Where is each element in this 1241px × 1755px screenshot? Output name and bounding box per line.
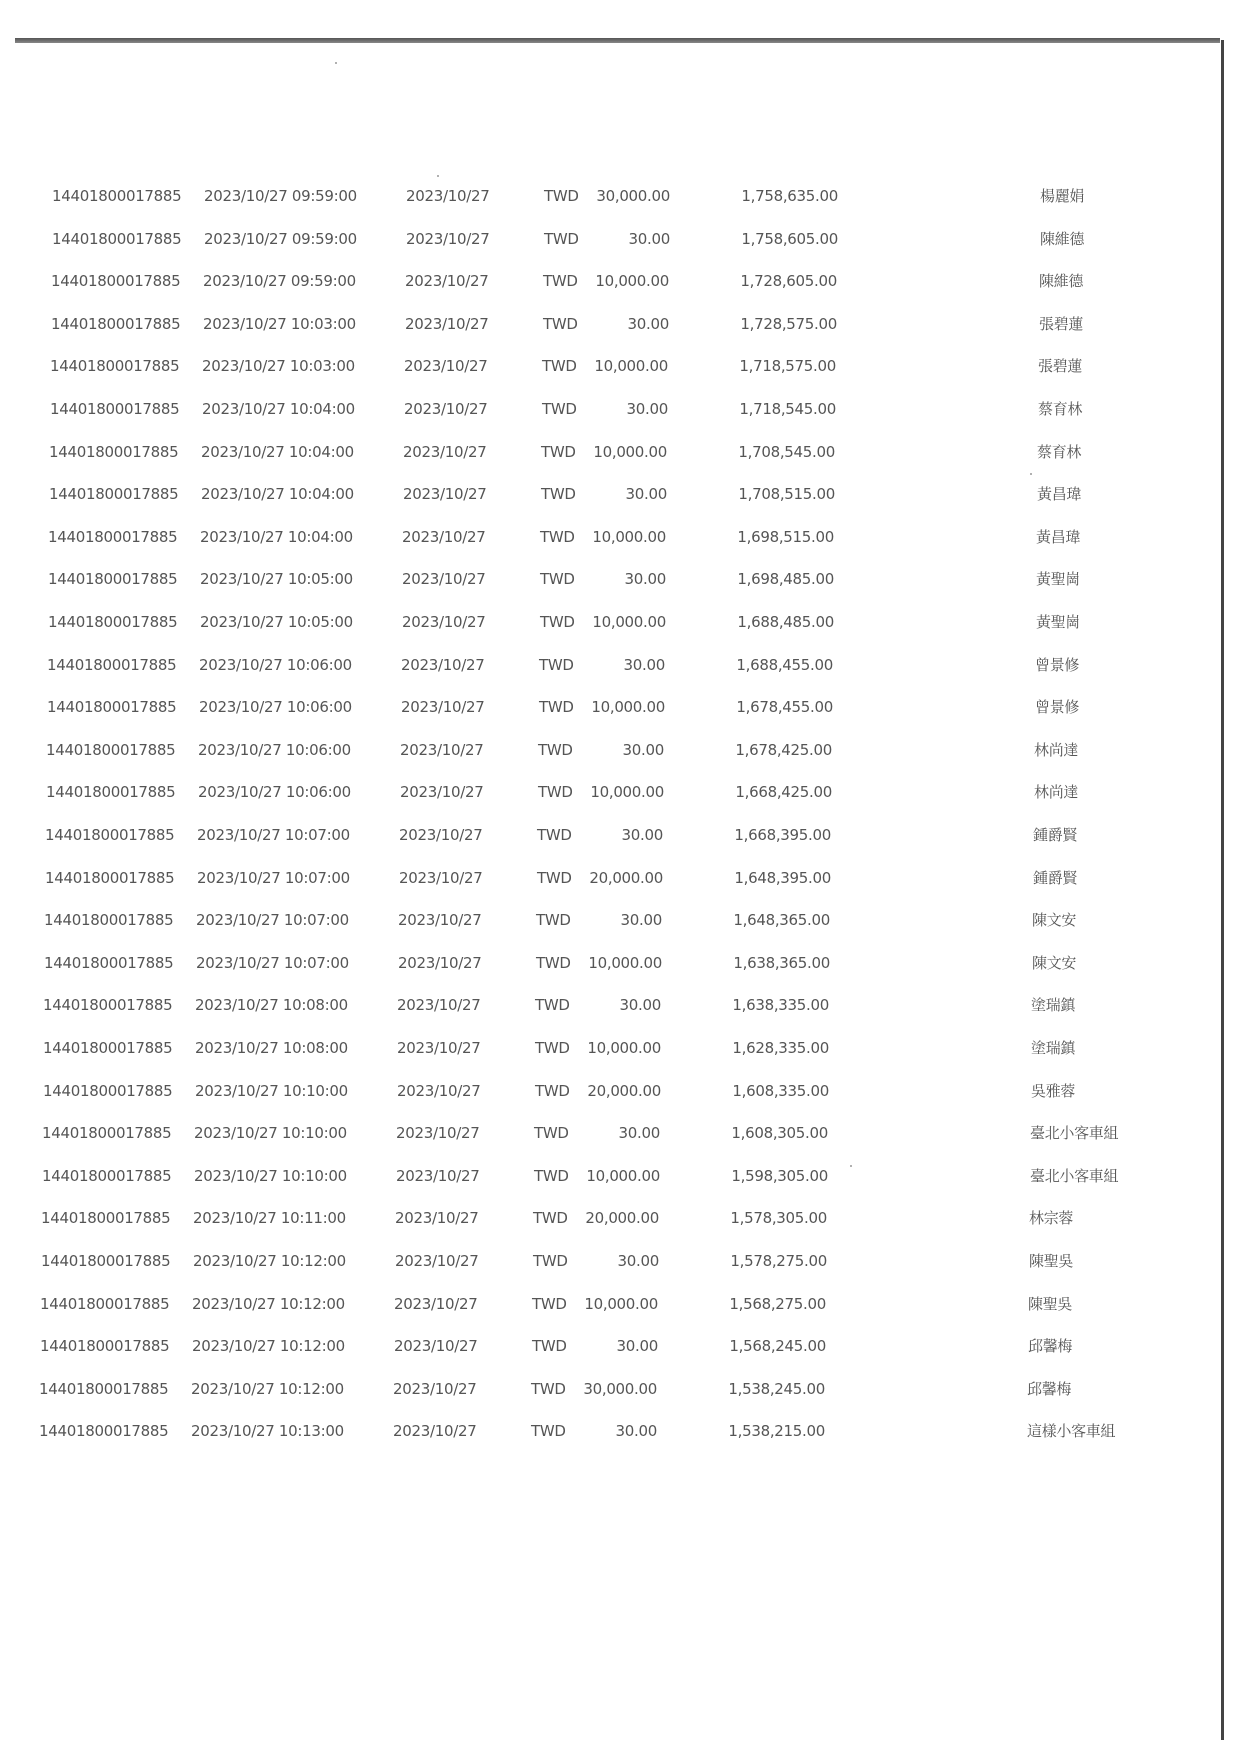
amount-cell: 30.00 (620, 911, 662, 929)
transaction-datetime-cell: 2023/10/27 10:11:00 (193, 1209, 346, 1227)
amount-cell: 20,000.00 (589, 869, 663, 887)
amount-cell: 10,000.00 (588, 954, 662, 972)
currency-cell: TWD (534, 1167, 569, 1185)
table-row (0, 858, 1234, 898)
amount-cell: 30.00 (616, 1337, 658, 1355)
amount-cell: 10,000.00 (594, 357, 668, 375)
table-row (0, 1028, 1232, 1068)
table-row (0, 1369, 1228, 1409)
value-date-cell: 2023/10/27 (393, 1380, 477, 1398)
currency-cell: TWD (535, 1082, 570, 1100)
currency-cell: TWD (538, 741, 573, 759)
balance-cell: 1,578,275.00 (730, 1252, 827, 1270)
table-row (0, 1284, 1229, 1324)
value-date-cell: 2023/10/27 (400, 783, 484, 801)
currency-cell: TWD (543, 272, 578, 290)
account-number-cell: 14401800017885 (44, 954, 174, 972)
account-number-cell: 14401800017885 (41, 1252, 171, 1270)
table-row (0, 389, 1239, 429)
payee-name-cell: 張碧蓮 (1039, 315, 1084, 333)
table-row (0, 346, 1239, 386)
transaction-datetime-cell: 2023/10/27 10:07:00 (197, 869, 350, 887)
table-row (0, 602, 1237, 642)
table-row (0, 815, 1234, 855)
account-number-cell: 14401800017885 (48, 613, 178, 631)
account-number-cell: 14401800017885 (47, 698, 177, 716)
amount-cell: 30.00 (623, 656, 665, 674)
value-date-cell: 2023/10/27 (393, 1422, 477, 1440)
transaction-datetime-cell: 2023/10/27 09:59:00 (204, 230, 357, 248)
balance-cell: 1,708,545.00 (738, 443, 835, 461)
table-row (0, 730, 1235, 770)
currency-cell: TWD (541, 485, 576, 503)
payee-name-cell: 林宗蓉 (1029, 1209, 1074, 1227)
currency-cell: TWD (536, 954, 571, 972)
amount-cell: 10,000.00 (590, 783, 664, 801)
balance-cell: 1,668,395.00 (734, 826, 831, 844)
table-row (0, 261, 1240, 301)
amount-cell: 20,000.00 (585, 1209, 659, 1227)
table-row (0, 474, 1238, 514)
value-date-cell: 2023/10/27 (394, 1295, 478, 1313)
currency-cell: TWD (540, 570, 575, 588)
balance-cell: 1,568,275.00 (729, 1295, 826, 1313)
amount-cell: 10,000.00 (592, 613, 666, 631)
transaction-datetime-cell: 2023/10/27 10:07:00 (196, 954, 349, 972)
value-date-cell: 2023/10/27 (396, 1167, 480, 1185)
value-date-cell: 2023/10/27 (399, 869, 483, 887)
balance-cell: 1,708,515.00 (738, 485, 835, 503)
balance-cell: 1,698,485.00 (737, 570, 834, 588)
account-number-cell: 14401800017885 (39, 1422, 169, 1440)
value-date-cell: 2023/10/27 (395, 1252, 479, 1270)
payee-name-cell: 陳文安 (1032, 911, 1077, 929)
balance-cell: 1,718,575.00 (739, 357, 836, 375)
table-row (0, 943, 1233, 983)
table-row (0, 1411, 1228, 1451)
balance-cell: 1,688,485.00 (737, 613, 834, 631)
balance-cell: 1,608,335.00 (732, 1082, 829, 1100)
payee-name-cell: 邱馨梅 (1027, 1380, 1072, 1398)
currency-cell: TWD (542, 357, 577, 375)
balance-cell: 1,538,215.00 (728, 1422, 825, 1440)
currency-cell: TWD (544, 230, 579, 248)
amount-cell: 10,000.00 (593, 443, 667, 461)
value-date-cell: 2023/10/27 (401, 698, 485, 716)
balance-cell: 1,648,365.00 (733, 911, 830, 929)
payee-name-cell: 臺北小客車組 (1030, 1124, 1119, 1142)
transaction-datetime-cell: 2023/10/27 10:03:00 (202, 357, 355, 375)
account-number-cell: 14401800017885 (49, 443, 179, 461)
currency-cell: TWD (543, 315, 578, 333)
account-number-cell: 14401800017885 (47, 656, 177, 674)
balance-cell: 1,598,305.00 (731, 1167, 828, 1185)
amount-cell: 30.00 (625, 485, 667, 503)
account-number-cell: 14401800017885 (41, 1209, 171, 1227)
payee-name-cell: 塗瑞鎮 (1031, 996, 1076, 1014)
transaction-datetime-cell: 2023/10/27 09:59:00 (204, 187, 357, 205)
balance-cell: 1,648,395.00 (734, 869, 831, 887)
table-row (0, 1241, 1230, 1281)
value-date-cell: 2023/10/27 (402, 528, 486, 546)
amount-cell: 30,000.00 (596, 187, 670, 205)
payee-name-cell: 黃聖崗 (1036, 570, 1081, 588)
payee-name-cell: 蔡育林 (1038, 400, 1083, 418)
balance-cell: 1,608,305.00 (731, 1124, 828, 1142)
balance-cell: 1,728,605.00 (740, 272, 837, 290)
currency-cell: TWD (532, 1337, 567, 1355)
currency-cell: TWD (538, 783, 573, 801)
payee-name-cell: 鍾爵賢 (1033, 826, 1078, 844)
payee-name-cell: 楊麗娟 (1040, 187, 1085, 205)
account-number-cell: 14401800017885 (45, 869, 175, 887)
table-row (0, 1156, 1231, 1196)
amount-cell: 30.00 (624, 570, 666, 588)
amount-cell: 30.00 (617, 1252, 659, 1270)
currency-cell: TWD (532, 1295, 567, 1313)
amount-cell: 30.00 (622, 741, 664, 759)
amount-cell: 10,000.00 (586, 1167, 660, 1185)
account-number-cell: 14401800017885 (43, 996, 173, 1014)
transaction-datetime-cell: 2023/10/27 10:13:00 (191, 1422, 344, 1440)
balance-cell: 1,568,245.00 (729, 1337, 826, 1355)
account-number-cell: 14401800017885 (42, 1167, 172, 1185)
balance-cell: 1,578,305.00 (730, 1209, 827, 1227)
payee-name-cell: 陳文安 (1032, 954, 1077, 972)
account-number-cell: 14401800017885 (49, 485, 179, 503)
table-row (0, 176, 1241, 216)
payee-name-cell: 陳維德 (1039, 272, 1084, 290)
payee-name-cell: 蔡育林 (1037, 443, 1082, 461)
transaction-datetime-cell: 2023/10/27 10:07:00 (197, 826, 350, 844)
transaction-datetime-cell: 2023/10/27 10:12:00 (192, 1337, 345, 1355)
amount-cell: 10,000.00 (591, 698, 665, 716)
balance-cell: 1,628,335.00 (732, 1039, 829, 1057)
payee-name-cell: 塗瑞鎮 (1031, 1039, 1076, 1057)
account-number-cell: 14401800017885 (51, 272, 181, 290)
table-row (0, 219, 1241, 259)
currency-cell: TWD (537, 869, 572, 887)
account-number-cell: 14401800017885 (39, 1380, 169, 1398)
value-date-cell: 2023/10/27 (405, 315, 489, 333)
balance-cell: 1,638,335.00 (732, 996, 829, 1014)
transaction-datetime-cell: 2023/10/27 10:06:00 (199, 656, 352, 674)
transaction-datetime-cell: 2023/10/27 10:05:00 (200, 613, 353, 631)
payee-name-cell: 臺北小客車組 (1030, 1167, 1119, 1185)
currency-cell: TWD (533, 1209, 568, 1227)
value-date-cell: 2023/10/27 (403, 443, 487, 461)
payee-name-cell: 黃昌瑋 (1037, 485, 1082, 503)
account-number-cell: 14401800017885 (48, 528, 178, 546)
balance-cell: 1,668,425.00 (735, 783, 832, 801)
payee-name-cell: 曾景修 (1035, 656, 1080, 674)
balance-cell: 1,688,455.00 (736, 656, 833, 674)
value-date-cell: 2023/10/27 (403, 485, 487, 503)
value-date-cell: 2023/10/27 (406, 230, 490, 248)
transaction-datetime-cell: 2023/10/27 10:04:00 (201, 443, 354, 461)
table-row (0, 559, 1237, 599)
balance-cell: 1,678,455.00 (736, 698, 833, 716)
transaction-datetime-cell: 2023/10/27 10:04:00 (200, 528, 353, 546)
table-row (0, 432, 1238, 472)
balance-cell: 1,758,605.00 (741, 230, 838, 248)
amount-cell: 30.00 (615, 1422, 657, 1440)
value-date-cell: 2023/10/27 (406, 187, 490, 205)
amount-cell: 30.00 (626, 400, 668, 418)
account-number-cell: 14401800017885 (45, 826, 175, 844)
transaction-datetime-cell: 2023/10/27 10:04:00 (202, 400, 355, 418)
amount-cell: 30.00 (619, 996, 661, 1014)
value-date-cell: 2023/10/27 (404, 400, 488, 418)
currency-cell: TWD (541, 443, 576, 461)
account-number-cell: 14401800017885 (52, 187, 182, 205)
account-number-cell: 14401800017885 (50, 357, 180, 375)
transaction-datetime-cell: 2023/10/27 10:12:00 (191, 1380, 344, 1398)
account-number-cell: 14401800017885 (43, 1039, 173, 1057)
table-row (0, 687, 1236, 727)
value-date-cell: 2023/10/27 (405, 272, 489, 290)
currency-cell: TWD (539, 656, 574, 674)
payee-name-cell: 這樣小客車組 (1027, 1422, 1116, 1440)
account-number-cell: 14401800017885 (48, 570, 178, 588)
table-row (0, 1113, 1231, 1153)
table-row (0, 304, 1240, 344)
transaction-datetime-cell: 2023/10/27 10:08:00 (195, 1039, 348, 1057)
payee-name-cell: 陳聖吳 (1028, 1295, 1073, 1313)
account-number-cell: 14401800017885 (46, 741, 176, 759)
currency-cell: TWD (533, 1252, 568, 1270)
table-row (0, 1198, 1230, 1238)
transaction-datetime-cell: 2023/10/27 10:10:00 (194, 1167, 347, 1185)
balance-cell: 1,698,515.00 (737, 528, 834, 546)
currency-cell: TWD (544, 187, 579, 205)
amount-cell: 30,000.00 (583, 1380, 657, 1398)
currency-cell: TWD (531, 1380, 566, 1398)
value-date-cell: 2023/10/27 (396, 1124, 480, 1142)
currency-cell: TWD (535, 1039, 570, 1057)
balance-cell: 1,758,635.00 (741, 187, 838, 205)
table-row (0, 772, 1235, 812)
payee-name-cell: 黃聖崗 (1036, 613, 1081, 631)
transaction-datetime-cell: 2023/10/27 10:12:00 (193, 1252, 346, 1270)
account-number-cell: 14401800017885 (44, 911, 174, 929)
amount-cell: 10,000.00 (587, 1039, 661, 1057)
balance-cell: 1,638,365.00 (733, 954, 830, 972)
table-row (0, 900, 1233, 940)
account-number-cell: 14401800017885 (43, 1082, 173, 1100)
currency-cell: TWD (536, 911, 571, 929)
value-date-cell: 2023/10/27 (398, 911, 482, 929)
transaction-datetime-cell: 2023/10/27 10:05:00 (200, 570, 353, 588)
value-date-cell: 2023/10/27 (400, 741, 484, 759)
value-date-cell: 2023/10/27 (394, 1337, 478, 1355)
payee-name-cell: 林尚達 (1034, 783, 1079, 801)
transaction-datetime-cell: 2023/10/27 10:06:00 (198, 783, 351, 801)
amount-cell: 30.00 (627, 315, 669, 333)
currency-cell: TWD (534, 1124, 569, 1142)
account-number-cell: 14401800017885 (52, 230, 182, 248)
payee-name-cell: 陳聖吳 (1029, 1252, 1074, 1270)
table-row (0, 645, 1236, 685)
balance-cell: 1,678,425.00 (735, 741, 832, 759)
account-number-cell: 14401800017885 (42, 1124, 172, 1142)
transaction-datetime-cell: 2023/10/27 09:59:00 (203, 272, 356, 290)
value-date-cell: 2023/10/27 (404, 357, 488, 375)
balance-cell: 1,718,545.00 (739, 400, 836, 418)
table-row (0, 985, 1232, 1025)
value-date-cell: 2023/10/27 (402, 570, 486, 588)
amount-cell: 30.00 (621, 826, 663, 844)
payee-name-cell: 林尚達 (1034, 741, 1079, 759)
value-date-cell: 2023/10/27 (401, 656, 485, 674)
table-row (0, 517, 1237, 557)
transaction-datetime-cell: 2023/10/27 10:07:00 (196, 911, 349, 929)
transaction-datetime-cell: 2023/10/27 10:10:00 (194, 1124, 347, 1142)
transaction-datetime-cell: 2023/10/27 10:12:00 (192, 1295, 345, 1313)
value-date-cell: 2023/10/27 (395, 1209, 479, 1227)
balance-cell: 1,538,245.00 (728, 1380, 825, 1398)
account-number-cell: 14401800017885 (40, 1337, 170, 1355)
transaction-datetime-cell: 2023/10/27 10:08:00 (195, 996, 348, 1014)
account-number-cell: 14401800017885 (50, 400, 180, 418)
transaction-datetime-cell: 2023/10/27 10:06:00 (199, 698, 352, 716)
currency-cell: TWD (542, 400, 577, 418)
currency-cell: TWD (539, 698, 574, 716)
currency-cell: TWD (540, 613, 575, 631)
amount-cell: 20,000.00 (587, 1082, 661, 1100)
payee-name-cell: 曾景修 (1035, 698, 1080, 716)
amount-cell: 10,000.00 (584, 1295, 658, 1313)
payee-name-cell: 鍾爵賢 (1033, 869, 1078, 887)
value-date-cell: 2023/10/27 (399, 826, 483, 844)
transaction-datetime-cell: 2023/10/27 10:04:00 (201, 485, 354, 503)
transaction-datetime-cell: 2023/10/27 10:10:00 (195, 1082, 348, 1100)
account-number-cell: 14401800017885 (46, 783, 176, 801)
value-date-cell: 2023/10/27 (397, 996, 481, 1014)
payee-name-cell: 邱馨梅 (1028, 1337, 1073, 1355)
value-date-cell: 2023/10/27 (402, 613, 486, 631)
payee-name-cell: 吳雅蓉 (1031, 1082, 1076, 1100)
amount-cell: 10,000.00 (595, 272, 669, 290)
value-date-cell: 2023/10/27 (397, 1082, 481, 1100)
payee-name-cell: 張碧蓮 (1038, 357, 1083, 375)
amount-cell: 30.00 (618, 1124, 660, 1142)
payee-name-cell: 陳維德 (1040, 230, 1085, 248)
payee-name-cell: 黃昌瑋 (1036, 528, 1081, 546)
value-date-cell: 2023/10/27 (398, 954, 482, 972)
table-row (0, 1326, 1229, 1366)
currency-cell: TWD (537, 826, 572, 844)
transaction-datetime-cell: 2023/10/27 10:03:00 (203, 315, 356, 333)
amount-cell: 10,000.00 (592, 528, 666, 546)
account-number-cell: 14401800017885 (40, 1295, 170, 1313)
amount-cell: 30.00 (628, 230, 670, 248)
currency-cell: TWD (531, 1422, 566, 1440)
value-date-cell: 2023/10/27 (397, 1039, 481, 1057)
currency-cell: TWD (535, 996, 570, 1014)
account-number-cell: 14401800017885 (51, 315, 181, 333)
currency-cell: TWD (540, 528, 575, 546)
transaction-datetime-cell: 2023/10/27 10:06:00 (198, 741, 351, 759)
table-row (0, 1071, 1232, 1111)
balance-cell: 1,728,575.00 (740, 315, 837, 333)
